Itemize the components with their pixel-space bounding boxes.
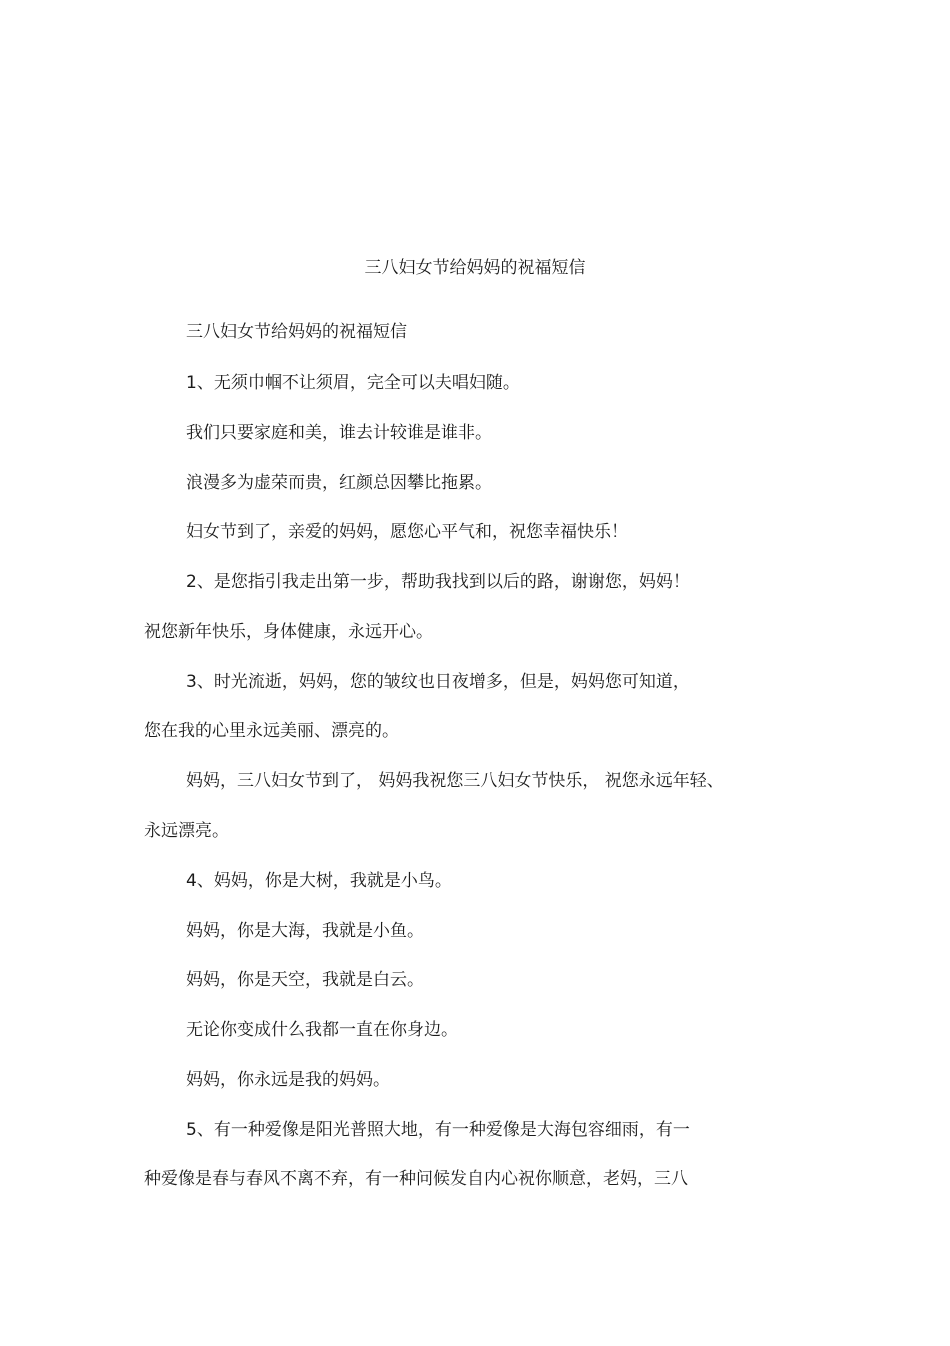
text-line: 2、是您指引我走出第一步，帮助我找到以后的路，谢谢您，妈妈！ [186,572,690,592]
text-line: 妈妈，三八妇女节到了， 妈妈我祝您三八妇女节快乐， 祝您永远年轻、 [186,771,724,791]
text-line: 妈妈，你是天空，我就是白云。 [186,970,424,990]
text-line: 1、无须巾帼不让须眉，完全可以夫唱妇随。 [186,373,520,393]
text-line: 妇女节到了，亲爱的妈妈，愿您心平气和，祝您幸福快乐！ [186,522,628,542]
text-line: 妈妈，你是大海，我就是小鱼。 [186,921,424,941]
text-line: 我们只要家庭和美，谁去计较谁是谁非。 [186,423,492,443]
text-line: 浪漫多为虚荣而贵，红颜总因攀比拖累。 [186,473,492,493]
text-line: 5、有一种爱像是阳光普照大地，有一种爱像是大海包容细雨，有一 [186,1120,690,1140]
text-line: 4、妈妈，你是大树，我就是小鸟。 [186,871,452,891]
text-line: 种爱像是春与春风不离不弃，有一种问候发自内心祝你顺意，老妈，三八 [144,1169,688,1189]
text-line: 祝您新年快乐，身体健康，永远开心。 [144,622,433,642]
text-line: 3、时光流逝，妈妈，您的皱纹也日夜增多，但是，妈妈您可知道， [186,672,690,692]
document-title: 三八妇女节给妈妈的祝福短信 [364,258,586,278]
text-line: 无论你变成什么我都一直在你身边。 [186,1020,458,1040]
subtitle-line: 三八妇女节给妈妈的祝福短信 [186,322,407,342]
text-line: 妈妈，你永远是我的妈妈。 [186,1070,390,1090]
text-line: 您在我的心里永远美丽、漂亮的。 [144,721,399,741]
text-line: 永远漂亮。 [144,821,229,841]
